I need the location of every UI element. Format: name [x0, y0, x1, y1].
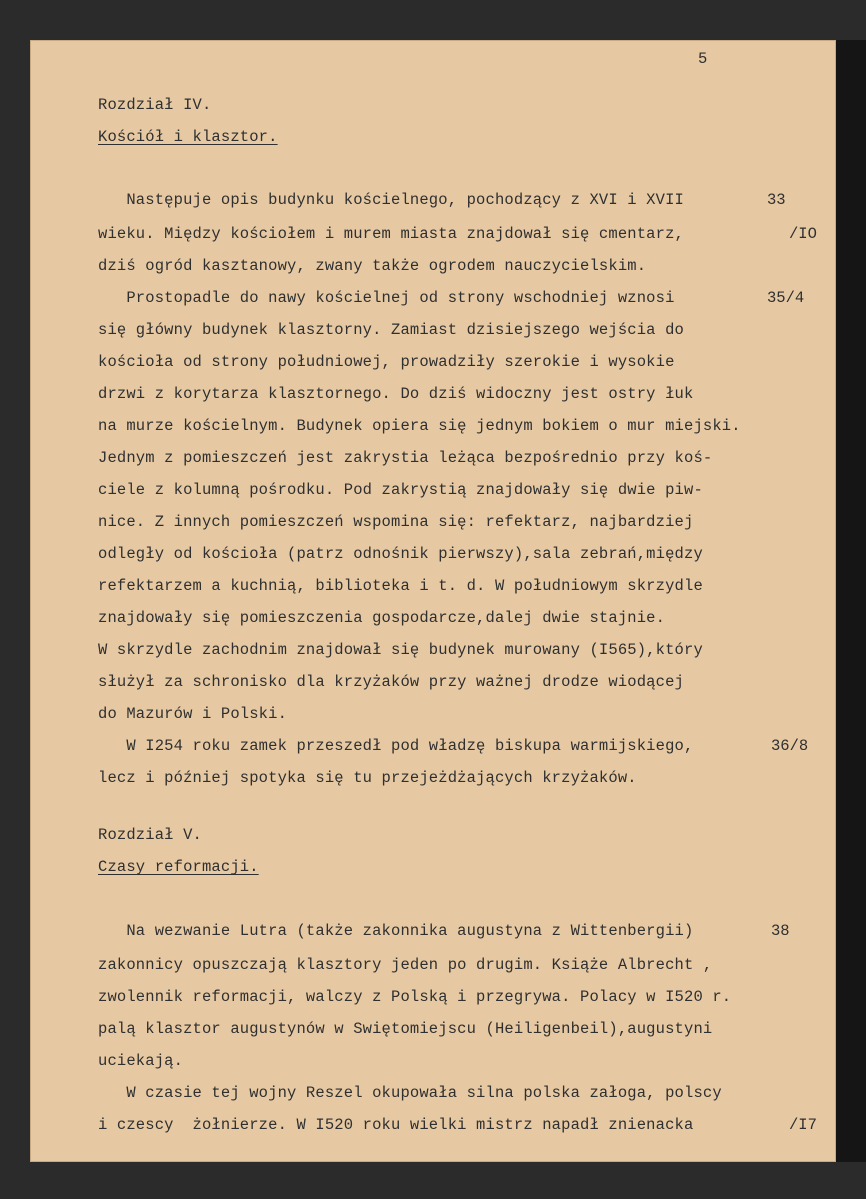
text-line: W czasie tej wojny Reszel okupowała silna polska załoga, polscy — [98, 1084, 722, 1102]
text-line: Następuje opis budynku kościelnego, pochodzący z XVI i XVII — [98, 191, 684, 209]
text-line: Na wezwanie Lutra (także zakonnika augustyna z Wittenbergii) — [98, 922, 694, 940]
text-line: ciele z kolumną pośrodku. Pod zakrystią znajdowały się dwie piw- — [98, 481, 703, 499]
text-line: refektarzem a kuchnią, biblioteka i t. d. W południowym skrzydle — [98, 577, 703, 595]
text-line: dziś ogród kasztanowy, zwany także ogrodem nauczycielskim. — [98, 257, 647, 275]
text-line: nice. Z innych pomieszczeń wspomina się: refektarz, najbardziej — [98, 513, 694, 531]
text-line: i czescy żołnierze. W I520 roku wielki mistrz napadł znienacka — [98, 1116, 694, 1134]
page-number: 5 — [698, 50, 708, 68]
page-edge-shadow — [836, 40, 866, 1162]
text-line: znajdowały się pomieszczenia gospodarcze,dalej dwie stajnie. — [98, 609, 666, 627]
margin-note: /I7 — [789, 1116, 817, 1134]
text-line: lecz i później spotyka się tu przejeżdżających krzyżaków. — [98, 769, 637, 787]
margin-note: /IO — [789, 225, 817, 243]
text-line: do Mazurów i Polski. — [98, 705, 288, 723]
margin-note: 35/4 — [767, 289, 805, 307]
text-line: Jednym z pomieszczeń jest zakrystia leżąca bezpośrednio przy koś- — [98, 449, 713, 467]
margin-note: 38 — [771, 922, 790, 940]
text-line: zakonnicy opuszczają klasztory jeden po drugim. Książe Albrecht , — [98, 956, 713, 974]
margin-note: 36/8 — [771, 737, 809, 755]
text-line: odległy od kościoła (patrz odnośnik pierwszy),sala zebrań,między — [98, 545, 703, 563]
margin-note: 33 — [767, 191, 786, 209]
text-line: palą klasztor augustynów w Swiętomiejscu (Heiligenbeil),augustyni — [98, 1020, 713, 1038]
text-line: służył za schronisko dla krzyżaków przy ważnej drodze wiodącej — [98, 673, 684, 691]
text-line: uciekają. — [98, 1052, 184, 1070]
text-line: się główny budynek klasztorny. Zamiast dzisiejszego wejścia do — [98, 321, 684, 339]
chapter-heading: Rozdział V. — [98, 826, 202, 844]
text-line: wieku. Między kościołem i murem miasta znajdował się cmentarz, — [98, 225, 684, 243]
text-line: na murze kościelnym. Budynek opiera się jednym bokiem o mur miejski. — [98, 417, 741, 435]
text-line: W skrzydle zachodnim znajdował się budynek murowany (I565),który — [98, 641, 703, 659]
text-line: drzwi z korytarza klasztornego. Do dziś widoczny jest ostry łuk — [98, 385, 694, 403]
chapter-title: Kościół i klasztor. — [98, 128, 278, 146]
text-line: zwolennik reformacji, walczy z Polską i przegrywa. Polacy w I520 r. — [98, 988, 732, 1006]
text-line: kościoła od strony południowej, prowadziły szerokie i wysokie — [98, 353, 675, 371]
chapter-title: Czasy reformacji. — [98, 858, 259, 876]
text-line: Prostopadle do nawy kościelnej od strony wschodniej wznosi — [98, 289, 675, 307]
chapter-heading: Rozdział IV. — [98, 96, 212, 114]
text-line: W I254 roku zamek przeszedł pod władzę biskupa warmijskiego, — [98, 737, 694, 755]
